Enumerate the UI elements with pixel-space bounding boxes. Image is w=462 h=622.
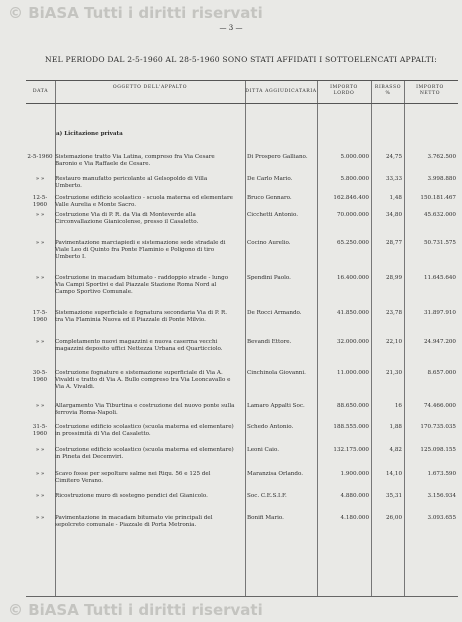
row-date: » »	[35, 212, 45, 218]
row-amount: 162.846.400	[333, 195, 369, 201]
row-net: 3.093.655	[427, 515, 456, 521]
header-firm: DITTA AGGIUDICATARIA	[245, 89, 317, 94]
row-amount: 32.000.000	[336, 339, 369, 345]
row-net: 74.466.000	[423, 403, 456, 409]
row-object: Sistemazione superficiale e fognatura secondaria Via di P. R. tra Via Flaminia Nuova ed il Piazzale di Ponte Milvio.	[55, 310, 228, 324]
page-number: — 3 —	[219, 24, 243, 32]
row-discount: 1,48	[389, 195, 402, 201]
row-firm: Bruco Gennaro.	[247, 195, 292, 201]
header-net: IMPORTO NETTO	[416, 85, 444, 96]
table-header	[26, 81, 458, 104]
row-object: Scavo fosse per sepolture salme nei Riqu. 56 e 125 del Cimitero Verano.	[55, 471, 211, 485]
row-date: 17-5-1960	[32, 310, 48, 324]
row-object: Costruzione edificio scolastico (scuola materna ed elementare) in prossimità di Via del Casaletto.	[55, 424, 234, 438]
row-object: Completamento nuovi magazzini e nuova caserma vecchi magazzini deposito uffici Nettezza Urbana ed Quarticciolo.	[55, 339, 223, 353]
document-heading: NEL PERIODO DAL 2-5-1960 AL 28-5-1960 SONO STATI AFFIDATI I SOTTOELENCATI APPALTI:	[45, 55, 438, 64]
row-date: » »	[35, 176, 45, 182]
header-object: OGGETTO DELL'APPALTO	[112, 85, 188, 90]
row-amount: 41.850.000	[336, 310, 369, 316]
row-date: » »	[35, 275, 45, 281]
row-firm: Cicchetti Antonio.	[247, 212, 299, 218]
row-discount: 34,80	[385, 212, 402, 218]
row-net: 150.181.467	[420, 195, 456, 201]
row-amount: 5.800.000	[340, 176, 369, 182]
row-firm: Leoni Caio.	[247, 447, 280, 453]
row-date: » »	[35, 447, 45, 453]
row-net: 31.897.910	[423, 310, 456, 316]
row-firm: Lamaro Appalti Soc.	[247, 403, 305, 409]
row-net: 11.645.640	[423, 275, 456, 281]
row-object: Pavimentazione in macadam bitumato vie principali del sepolcreto comunale - Piazzale di Porta Metronia.	[55, 515, 213, 529]
row-net: 125.098.155	[420, 447, 456, 453]
row-discount: 21,30	[385, 370, 402, 376]
row-firm: Cinchinola Giovanni.	[247, 370, 306, 376]
row-object: Costruzione edificio scolastico (scuola materna ed elementare) in Pineta dei Decemviri.	[55, 447, 234, 461]
row-discount: 28,99	[385, 275, 402, 281]
row-discount: 4,82	[389, 447, 402, 453]
row-firm: Bonifi Mario.	[247, 515, 284, 521]
row-date: » »	[35, 471, 45, 477]
header-date: DATA	[32, 89, 49, 94]
row-amount: 16.400.000	[336, 275, 369, 281]
row-date: » »	[35, 515, 45, 521]
watermark-bottom: © BiASA Tutti i diritti riservati	[8, 601, 263, 619]
row-firm: Cocino Aurelio.	[247, 240, 291, 246]
row-date: 30-5-1960	[32, 370, 48, 384]
row-amount: 88.650.000	[336, 403, 369, 409]
row-net: 50.731.575	[423, 240, 456, 246]
row-object: Costruzione Via di P. R. da Via di Monteverde alla Circonvallazione Gianicolense, presso il Casaletto.	[55, 212, 199, 226]
row-discount: 14,10	[385, 471, 402, 477]
column-divider	[245, 81, 246, 596]
row-object: Pavimentazione marciapiedi e sistemazione sede stradale di Viale Leo di Quinto fra Ponte Flaminio e Poligono di tiro Umberto I.	[55, 240, 226, 261]
row-date: » »	[35, 493, 45, 499]
row-amount: 65.250.000	[336, 240, 369, 246]
row-amount: 132.175.000	[333, 447, 369, 453]
row-net: 45.632.000	[423, 212, 456, 218]
row-net: 24.947.200	[423, 339, 456, 345]
row-net: 1.673.590	[427, 471, 456, 477]
row-discount: 35,31	[385, 493, 402, 499]
row-amount: 70.000.000	[336, 212, 369, 218]
row-discount: 16	[394, 403, 402, 409]
row-amount: 11.000.000	[336, 370, 369, 376]
row-object: Ricostruzione muro di sostegno pendici del Gianicolo.	[55, 493, 208, 499]
row-object: Allargamento Via Tiburtina e costruzione del nuovo ponte sulla ferrovia Roma-Napoli.	[55, 403, 235, 417]
header-amount: IMPORTO LORDO	[330, 85, 358, 96]
contracts-table	[26, 80, 458, 597]
row-firm: Spendini Paolo.	[247, 275, 291, 281]
row-amount: 4.880.000	[340, 493, 369, 499]
row-discount: 24,75	[385, 154, 402, 160]
row-date: » »	[35, 339, 45, 345]
row-discount: 23,78	[385, 310, 402, 316]
row-net: 8.657.000	[427, 370, 456, 376]
row-amount: 188.555.000	[333, 424, 369, 430]
row-amount: 1.900.000	[340, 471, 369, 477]
row-date: 2-5-1960	[27, 154, 53, 160]
row-date: 31-5-1960	[32, 424, 48, 438]
row-firm: Schedo Antonio.	[247, 424, 294, 430]
row-object: Costruzione in macadam bitumato - raddoppio strade - lungo Via Campi Sportivi e dal Piazzale Stazione Roma Nord al Campo Sportivo Comunale.	[55, 275, 229, 296]
row-discount: 28,77	[385, 240, 402, 246]
row-discount: 26,00	[385, 515, 402, 521]
section-subheading: a) Licitazione privata	[56, 131, 123, 137]
row-firm: De Carlo Mario.	[247, 176, 293, 182]
row-object: Restauro manufatto pericolante al Gelsopoldo di Villa Umberto.	[55, 176, 208, 190]
row-firm: Di Prospero Galliano.	[247, 154, 308, 160]
watermark-top: © BiASA Tutti i diritti riservati	[8, 4, 263, 22]
row-discount: 1,88	[389, 424, 402, 430]
row-net: 3.156.934	[427, 493, 456, 499]
row-net: 3.998.880	[427, 176, 456, 182]
header-discount: RIBASSO %	[374, 85, 402, 96]
row-object: Costruzione fognature e sistemazione superficiale di Via A. Vivaldi e tratto di Via A. Bullo compreso tra Via Leoncavallo e Via A. Vivaldi.	[55, 370, 231, 391]
row-date: » »	[35, 403, 45, 409]
row-amount: 5.000.000	[340, 154, 369, 160]
row-firm: Maranzisa Orlando.	[247, 471, 304, 477]
row-net: 170.735.035	[420, 424, 456, 430]
row-object: Sistemazione tratto Via Latina, compreso fra Via Cesare Baronio e Via Raffaele de Cesare.	[55, 154, 215, 168]
row-net: 3.762.500	[427, 154, 456, 160]
row-discount: 22,10	[385, 339, 402, 345]
row-date: 12-5-1960	[32, 195, 48, 209]
row-discount: 33,33	[385, 176, 402, 182]
row-date: » »	[35, 240, 45, 246]
row-firm: De Rocci Armando.	[247, 310, 302, 316]
row-firm: Soc. C.E.S.I.F.	[247, 493, 287, 499]
row-amount: 4.180.000	[340, 515, 369, 521]
row-firm: Bevandi Ettore.	[247, 339, 292, 345]
row-object: Costruzione edificio scolastico - scuola materna ed elementare Valle Aurelia e Monte Sacro.	[55, 195, 233, 209]
